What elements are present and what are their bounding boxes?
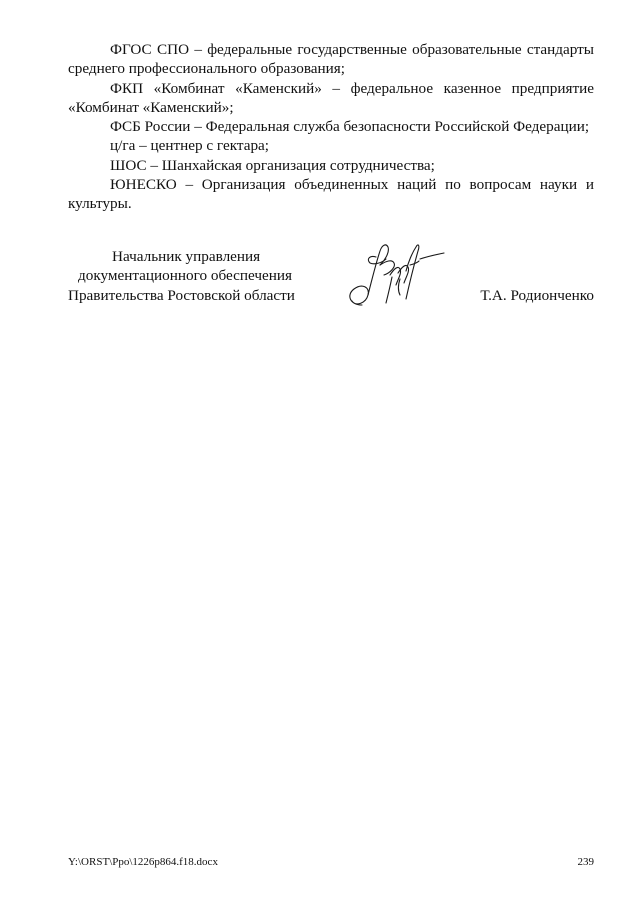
signer-position-line-2: документационного обеспечения: [78, 267, 292, 285]
abbreviations-list: [68, 40, 594, 214]
abbreviation-unesco: ЮНЕСКО – Организация объединенных наций по вопросам науки и культуры.: [68, 176, 594, 213]
abbreviation-centner: ц/га – центнер с гектара;: [110, 137, 270, 155]
signer-position: [68, 247, 308, 305]
signer-position-line-1: Начальник управления: [112, 248, 261, 265]
signature-block: [68, 247, 594, 307]
signer-position-line-3: Правительства Ростовской области: [68, 286, 295, 304]
footer-page-number: 239: [577, 856, 594, 868]
abbreviation-fsb: ФСБ России – Федеральная служба безопасности Российской Федерации;: [110, 118, 590, 136]
abbreviation-fkp-kamensky: ФКП «Комбинат «Каменский» – федеральное казенное предприятие «Комбинат «Каменский»;: [68, 79, 594, 116]
handwritten-signature: [340, 235, 450, 315]
signer-name: Т.А. Родионченко: [480, 286, 594, 304]
footer-file-path: Y:\ORST\Ppo\1226p864.f18.docx: [68, 856, 218, 868]
abbreviation-fgos-spo: ФГОС СПО – федеральные государственные образовательные стандарты среднего профессионального образования;: [68, 41, 594, 78]
abbreviation-sco: ШОС – Шанхайская организация сотрудничества;: [110, 156, 435, 174]
